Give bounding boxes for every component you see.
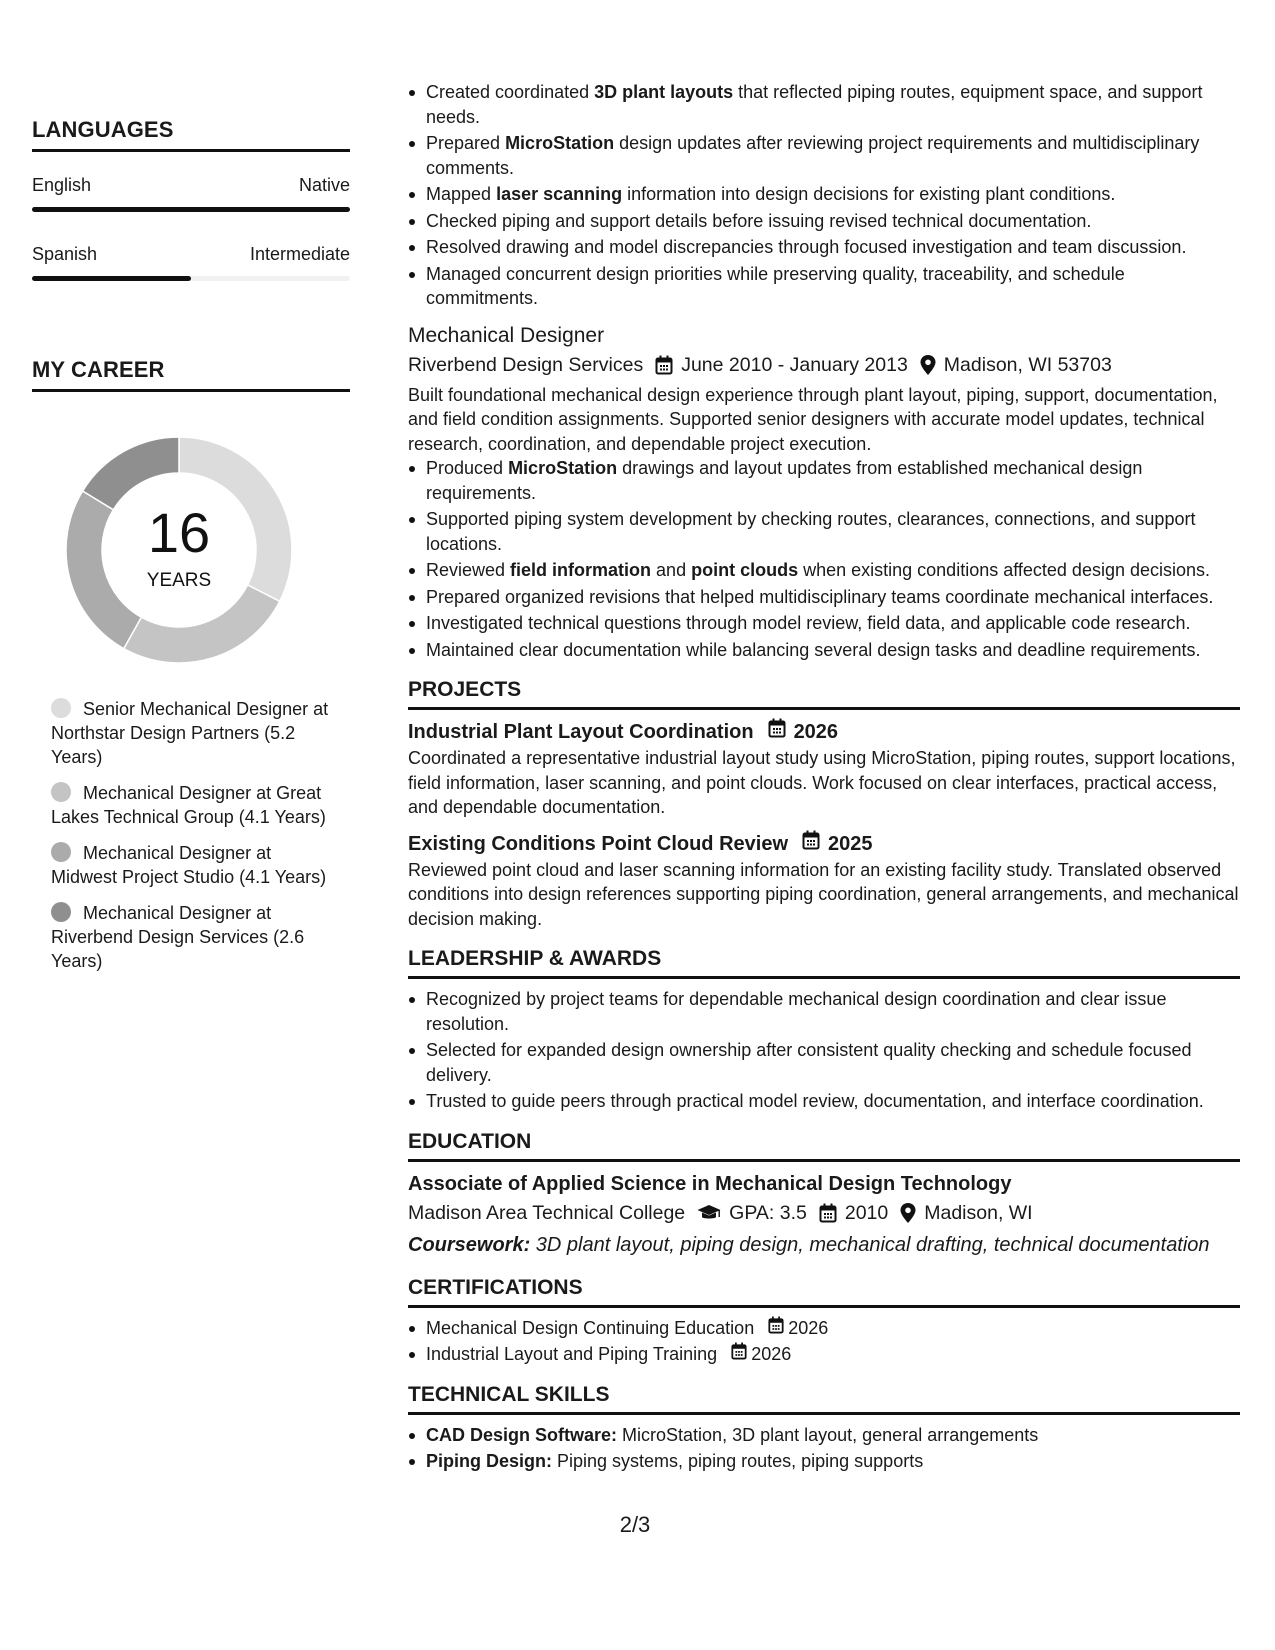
- calendar-icon: [819, 1203, 837, 1223]
- company-name: Riverbend Design Services: [408, 353, 644, 376]
- map-pin-icon: [900, 1203, 916, 1223]
- language-fill: [32, 276, 191, 281]
- page-number: 2/3: [619, 1512, 651, 1537]
- donut-segment-2: [124, 585, 280, 663]
- bullet-item: [408, 558, 1240, 583]
- education-meta: [408, 1199, 1240, 1228]
- bullet-text: Prepared: [426, 133, 506, 153]
- leadership-bullets: [408, 987, 1240, 1114]
- job-dates: June 2010 - January 2013: [681, 353, 908, 376]
- projects-heading: PROJECTS: [408, 676, 1240, 710]
- legend-dot: [51, 782, 71, 802]
- certification-item: [408, 1342, 1240, 1367]
- donut-segment-4: [83, 437, 179, 510]
- legend-item: [51, 841, 341, 889]
- project-name: Industrial Plant Layout Coordination: [408, 721, 754, 743]
- bullet-text: Maintained clear documentation while balancing several design tasks and deadline requirements.: [426, 639, 1201, 660]
- bullet-text: and: [651, 560, 692, 580]
- legend-item: [51, 781, 341, 829]
- coursework-label: Coursework:: [408, 1233, 531, 1256]
- calendar-icon: [655, 355, 673, 375]
- bullet-keyword: laser scanning: [496, 184, 623, 204]
- language-bar-english: [32, 207, 350, 212]
- career-heading: MY CAREER: [32, 357, 350, 392]
- language-level: Intermediate: [249, 244, 350, 264]
- skills-list: [408, 1423, 1240, 1474]
- certifications-list: [408, 1316, 1240, 1367]
- bullet-item: [408, 209, 1240, 234]
- legend-label: Mechanical Designer at Riverbend Design Services (2.6 Years): [51, 903, 305, 971]
- coursework-text: 3D plant layout, piping design, mechanical drafting, technical documentation: [530, 1233, 1210, 1256]
- project-description: Reviewed point cloud and laser scanning information for an existing facility study. Translated observed conditions into design references supporting piping coordination, general arrangements, and mechanical decision making.: [408, 859, 1239, 929]
- legend-item: [51, 901, 341, 973]
- calendar-icon: [768, 1316, 784, 1341]
- certifications-heading: CERTIFICATIONS: [408, 1274, 1240, 1308]
- language-fill: [32, 207, 350, 212]
- bullet-text: information into design decisions for existing plant conditions.: [622, 184, 1116, 204]
- leadership-item: Trusted to guide peers through practical model review, documentation, and interface coordination.: [408, 1089, 1240, 1114]
- certification-item: [408, 1316, 1240, 1341]
- skill-item: [408, 1423, 1240, 1448]
- job-title: Mechanical Designer: [408, 323, 605, 347]
- career-legend: [51, 697, 341, 985]
- career-total-years: 16: [147, 501, 211, 564]
- bullet-text: Created coordinated: [426, 82, 595, 102]
- bullet-keyword: point clouds: [691, 560, 799, 580]
- school-name: Madison Area Technical College: [408, 1201, 686, 1224]
- skills-heading: TECHNICAL SKILLS: [408, 1381, 1240, 1415]
- bullet-item: [408, 235, 1240, 260]
- language-name: English: [32, 175, 92, 195]
- project-title: [408, 718, 1240, 746]
- bullet-item: [408, 262, 1240, 311]
- bullet-keyword: field information: [510, 560, 652, 580]
- legend-dot: [51, 902, 71, 922]
- leadership-heading: LEADERSHIP & AWARDS: [408, 945, 1240, 979]
- bullet-keyword: MicroStation: [505, 133, 615, 153]
- bullet-text: Mapped: [426, 184, 497, 204]
- degree-title: Associate of Applied Science in Mechanical Design Technology: [408, 1172, 1012, 1195]
- project-name: Existing Conditions Point Cloud Review: [408, 832, 789, 855]
- bullet-item: [408, 507, 1240, 556]
- language-name: Spanish: [32, 244, 98, 264]
- bullet-item: [408, 638, 1240, 663]
- bullet-text: Resolved drawing and model discrepancies through focused investigation and team discussion.: [426, 237, 1187, 257]
- map-pin-icon: [920, 355, 936, 375]
- main-content: [408, 80, 1240, 1476]
- bullet-item: [408, 131, 1240, 180]
- bullet-item: [408, 80, 1240, 129]
- skill-item: [408, 1449, 1240, 1474]
- bullet-text: Supported piping system development by checking routes, clearances, connections, and support locations.: [426, 509, 1196, 554]
- legend-label: Senior Mechanical Designer at Northstar Design Partners (5.2 Years): [51, 699, 329, 767]
- legend-dot: [51, 698, 71, 718]
- leadership-item: Selected for expanded design ownership after consistent quality checking and schedule focused delivery.: [408, 1038, 1240, 1087]
- bullet-text: when existing conditions affected design decisions.: [798, 560, 1211, 580]
- certification-year: 2026: [751, 1344, 792, 1364]
- skill-value: Piping systems, piping routes, piping supports: [552, 1451, 924, 1471]
- bullet-item: [408, 182, 1240, 207]
- bullet-item: [408, 585, 1240, 610]
- language-level: Native: [298, 175, 350, 195]
- legend-label: Mechanical Designer at Midwest Project Studio (4.1 Years): [51, 843, 327, 887]
- legend-dot: [51, 842, 71, 862]
- experience-continued-bullets: [408, 80, 1240, 311]
- bullet-text: Reviewed: [426, 560, 511, 580]
- bullet-keyword: 3D plant layouts: [594, 82, 734, 102]
- bullet-text: Prepared organized revisions that helped multidisciplinary teams coordinate mechanical interfaces.: [426, 586, 1214, 607]
- job-meta: [408, 351, 1240, 380]
- education-heading: EDUCATION: [408, 1128, 1240, 1162]
- language-row-english: [32, 175, 350, 196]
- career-years-label: YEARS: [146, 570, 212, 591]
- language-bar-spanish: [32, 276, 350, 281]
- school-location: Madison, WI: [924, 1201, 1033, 1224]
- project-year: 2026: [793, 721, 839, 743]
- bullet-text: drawings and layout updates from established mechanical design requirements.: [426, 458, 1143, 503]
- bullet-keyword: MicroStation: [508, 458, 618, 478]
- job-summary: Built foundational mechanical design experience through plant layout, piping, support, documentation, and field condition assignments. Supported senior designers with accurate model updates, technical research, coordination, and dependable project execution.: [408, 384, 1218, 454]
- bullet-text: that reflected piping routes, equipment space, and support needs.: [426, 82, 1203, 127]
- skill-label: Piping Design:: [426, 1451, 552, 1471]
- language-row-spanish: [32, 244, 350, 265]
- calendar-icon: [768, 718, 786, 746]
- calendar-icon: [731, 1342, 747, 1367]
- job-location: Madison, WI 53703: [943, 353, 1112, 376]
- project-year: 2025: [828, 832, 873, 855]
- skill-label: CAD Design Software:: [426, 1424, 618, 1445]
- bullet-text: Produced: [426, 458, 509, 478]
- certification-year: 2026: [788, 1317, 829, 1338]
- job-bullets: [408, 456, 1240, 662]
- coursework: [408, 1230, 1240, 1260]
- languages-heading: LANGUAGES: [32, 117, 350, 152]
- project-title: [408, 830, 1240, 858]
- certification-name: Industrial Layout and Piping Training: [426, 1344, 718, 1364]
- leadership-item: Recognized by project teams for dependable mechanical design coordination and clear issue resolution.: [408, 987, 1240, 1036]
- graduation-year: 2010: [844, 1201, 889, 1224]
- project-description: Coordinated a representative industrial layout study using MicroStation, piping routes, support locations, field information, laser scanning, and point clouds. Work focused on clear interfaces, practical access, and dependable documentation.: [408, 748, 1236, 817]
- legend-item: [51, 697, 341, 769]
- bullet-item: [408, 456, 1240, 505]
- legend-label: Mechanical Designer at Great Lakes Technical Group (4.1 Years): [51, 783, 326, 827]
- bullet-text: Investigated technical questions through model review, field data, and applicable code research.: [426, 613, 1191, 633]
- bullet-text: Checked piping and support details before issuing revised technical documentation.: [426, 210, 1092, 231]
- gpa: GPA: 3.5: [729, 1201, 807, 1224]
- bullet-text: design updates after reviewing project requirements and multidisciplinary comments.: [426, 133, 1200, 178]
- graduation-cap-icon: [697, 1204, 721, 1222]
- career-donut-chart: [66, 437, 292, 663]
- skill-value: MicroStation, 3D plant layout, general arrangements: [617, 1424, 1039, 1445]
- bullet-text: Managed concurrent design priorities while preserving quality, traceability, and schedule commitments.: [426, 263, 1125, 308]
- certification-name: Mechanical Design Continuing Education: [426, 1317, 755, 1338]
- calendar-icon: [802, 830, 820, 858]
- bullet-item: [408, 611, 1240, 636]
